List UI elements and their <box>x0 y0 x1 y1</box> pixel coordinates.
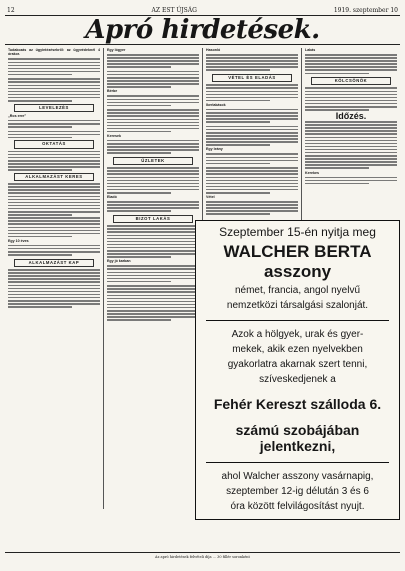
category-heading: ALKALMAZÁST KERES <box>14 173 94 181</box>
ad-text: Kerekes <box>305 171 397 185</box>
issue-date: 1919. szeptember 10 <box>333 6 398 14</box>
page-number: 12 <box>7 6 15 14</box>
ad-text: Hasonló <box>206 48 298 71</box>
paper-name: AZ EST ÚJSÁG <box>151 6 197 14</box>
ad-line: Azok a hölgyek, urak és gyer- <box>231 329 364 340</box>
ad-text: Bérbe <box>107 89 199 106</box>
ad-line: óra között felvilágosítást nyujt. <box>230 501 365 512</box>
ad-text: „Ros erre” <box>8 114 100 128</box>
ad-text: Egy jó karban <box>107 259 199 282</box>
display-advertisement <box>195 220 400 520</box>
ad-hotel-line: számú szobájában jelentkezni, <box>235 422 360 454</box>
ad-text: Eladó <box>107 195 199 212</box>
ad-text: Egy leány <box>206 147 298 164</box>
column-1 <box>5 48 104 509</box>
ad-text: Lakás <box>305 48 397 74</box>
ad-text: Tudakozás az ügyintézésekről: az ügyvédeknél 4 órakor. <box>8 48 100 75</box>
divider <box>206 462 389 463</box>
ad-text: Egy 10 éves <box>8 239 100 256</box>
category-heading: KÖLCSÖNÖK <box>311 77 391 85</box>
ad-text: Egy lógyer <box>107 48 199 68</box>
ad-line: szíveskedjenek a <box>259 374 336 385</box>
ad-date-line: Szeptember 15-én nyitja meg <box>219 225 376 239</box>
ad-line: német, francia, angol nyelvű <box>234 285 361 296</box>
category-heading: ALKALMAZÁST KAP <box>14 259 94 267</box>
ad-hotel-line: Fehér Kereszt szálloda 6. <box>213 396 382 412</box>
ad-name-line: WALCHER BERTA asszony <box>223 242 372 281</box>
category-heading: BIZOT LAKÁS <box>113 215 193 223</box>
section-heading: Időzés. <box>335 110 367 121</box>
ad-line: szeptember 12-ig délután 3 és 6 <box>226 486 369 497</box>
ad-line: gyakorlatra akarnak szert tenni, <box>227 359 368 370</box>
ad-line: ahol Walcher asszony vasárnapig, <box>221 471 374 482</box>
ad-text: Keresek <box>107 134 199 154</box>
divider <box>206 320 389 321</box>
page-footer: Az apró hirdetések felvételi díja ... 30 fillér soronként <box>5 552 400 561</box>
category-heading: LEVELEZÉS <box>14 104 94 112</box>
ad-text: Vétel <box>206 195 298 215</box>
ad-line: nemzetközi társalgási szalonját. <box>226 300 369 311</box>
ad-line: mekek, akik ezen nyelvekben <box>232 344 363 355</box>
category-heading: ÜZLETEK <box>113 157 193 165</box>
newspaper-page <box>5 5 400 561</box>
column-2 <box>104 48 203 509</box>
category-heading: VÉTEL ÉS ELADÁS <box>212 74 292 82</box>
page-title: Apró hirdetések. <box>85 15 320 45</box>
ad-text: Ikerlakások <box>206 103 298 123</box>
category-heading: OKTATÁS <box>14 140 94 148</box>
